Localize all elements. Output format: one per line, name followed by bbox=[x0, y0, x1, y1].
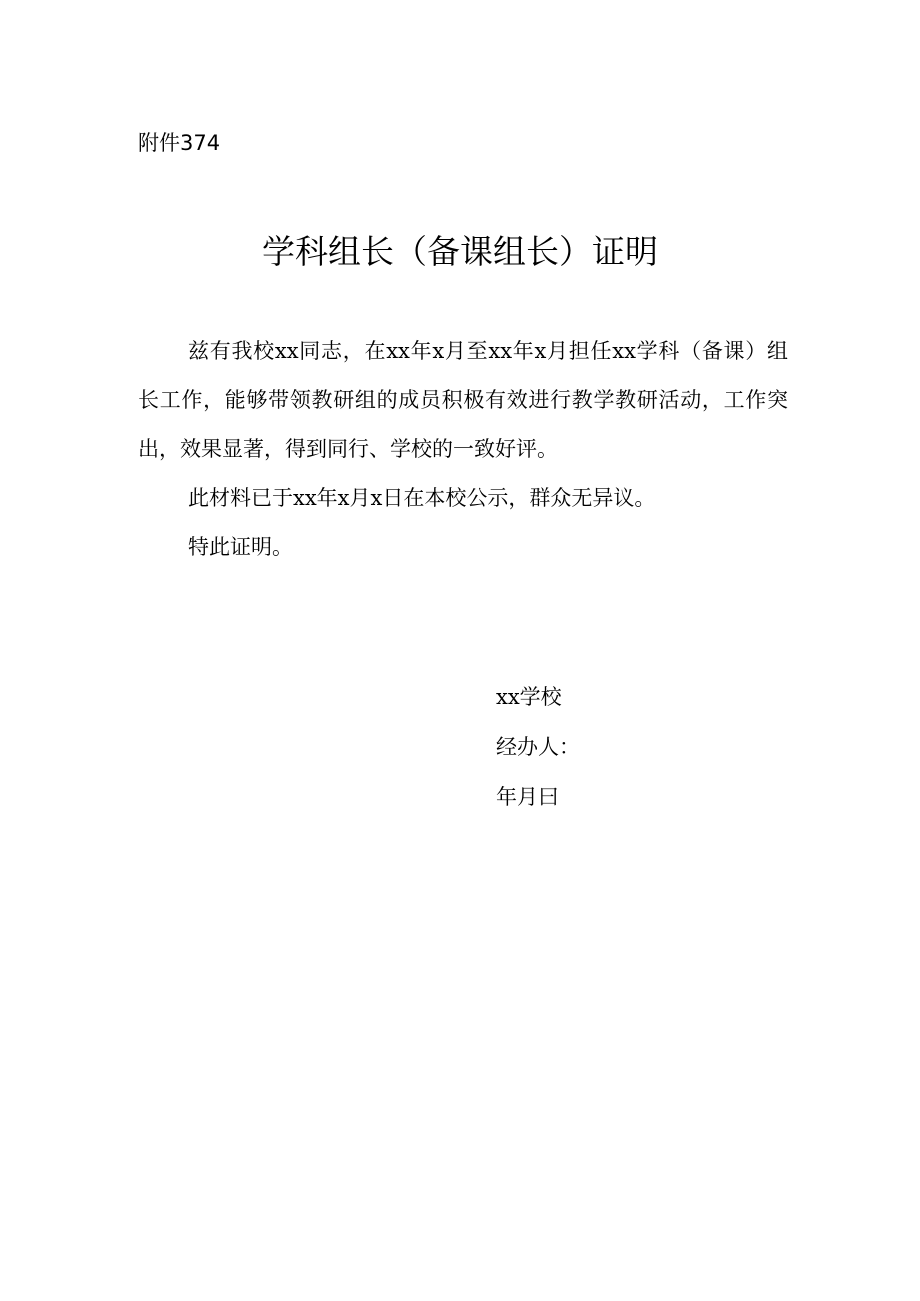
document-title: 学科组长（备课组长）证明 bbox=[262, 232, 658, 271]
body-paragraph-2: 此材料已于xx年x月x日在本校公示，群众无异议。 bbox=[188, 486, 656, 510]
body-paragraph-3: 特此证明。 bbox=[188, 535, 293, 559]
attachment-label: 附件374 bbox=[138, 131, 221, 155]
body-paragraph-1: 兹有我校xx同志，在xx年x月至xx年x月担任xx学科（备课）组长工作，能够带领教研组的成员积极有效进行教学教研活动，工作突出，效果显著，得到同行、学校的一致好评。 bbox=[138, 339, 788, 461]
signature-handler: 经办人： bbox=[496, 735, 580, 759]
signature-date: 年月曰 bbox=[496, 785, 559, 809]
signature-school: xx学校 bbox=[496, 685, 562, 709]
